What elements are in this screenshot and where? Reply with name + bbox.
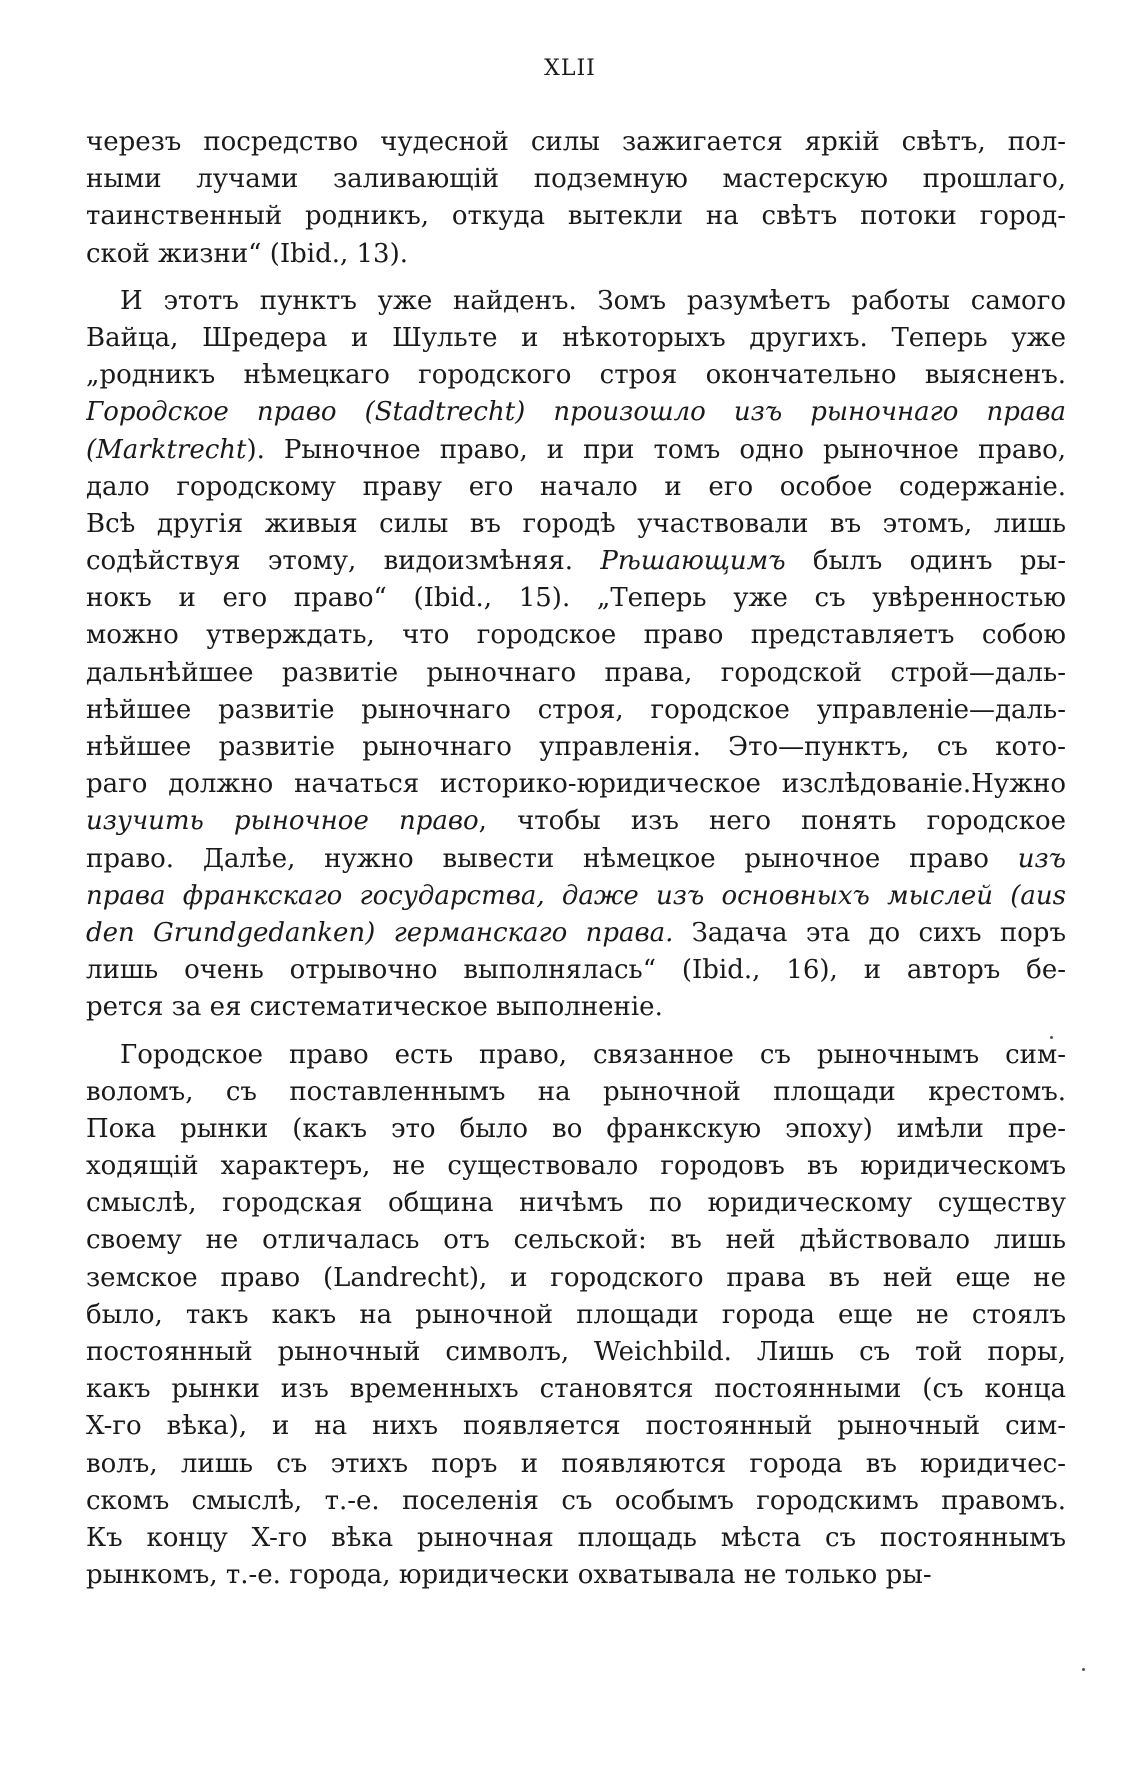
text-line <box>86 655 1066 692</box>
text-line <box>86 1074 1066 1111</box>
text-run: Вайца, Шредера и Шульте и нѣкоторыхъ другихъ. Теперь уже <box>86 322 1066 353</box>
text-run: ). Рыночное право, и при томъ одно рыночное право, <box>246 434 1066 465</box>
text-line <box>86 1557 1066 1594</box>
text-line <box>86 729 1066 766</box>
text-line <box>86 1185 1066 1222</box>
italic-text: Рѣшающимъ <box>600 546 786 577</box>
italic-text: Stadtrecht <box>374 397 516 428</box>
text-run: рынкомъ, т.-е. города, юридически охватывала не только ры- <box>86 1560 932 1591</box>
text-line <box>86 236 1066 273</box>
text-run: содѣйствуя этому, видоизмѣняя. <box>86 546 601 577</box>
text-line <box>86 952 1066 989</box>
text-line <box>86 1297 1066 1334</box>
text-line <box>86 543 1066 580</box>
italic-text: ( <box>86 434 97 465</box>
text-run: ской жизни“ (Ibid., 13). <box>86 238 409 269</box>
text-line <box>86 506 1066 543</box>
text-line <box>86 394 1066 431</box>
text-run: земское право (Landrecht), и городского права въ ней еще не <box>86 1262 1066 1293</box>
text-line <box>86 1446 1066 1483</box>
page-number: XLII <box>544 56 596 81</box>
paragraph-gap <box>86 273 1066 283</box>
text-run: нѣйшее развитіе рыночнаго строя, городское управленіе—даль- <box>86 694 1066 725</box>
text-line <box>86 161 1066 198</box>
text-line <box>86 357 1066 394</box>
text-run: рется за ея систематическое выполненіе. <box>86 992 663 1023</box>
text-run: лишь очень отрывочно выполнялась“ (Ibid., 16), и авторъ бе- <box>86 955 1066 986</box>
text-run: Къ концу X-го вѣка рыночная площадь мѣста съ постояннымъ <box>86 1522 1066 1553</box>
text-line <box>86 432 1066 469</box>
text-run: Задача эта до сихъ поръ <box>673 917 1066 948</box>
text-line <box>86 692 1066 729</box>
text-line <box>86 580 1066 617</box>
italic-text: права франкскаго государства, даже изъ основныхъ мыслей (aus <box>86 880 1066 911</box>
text-run: смыслѣ, городская община ничѣмъ по юридическому существу <box>86 1188 1066 1219</box>
text-line <box>86 283 1066 320</box>
text-line <box>86 124 1066 161</box>
text-line <box>86 803 1066 840</box>
text-run: своему не отличалась отъ сельской: въ ней дѣйствовало лишь <box>86 1225 1066 1256</box>
text-line <box>86 1260 1066 1297</box>
text-line <box>86 1148 1066 1185</box>
text-line <box>86 617 1066 654</box>
text-run: право. Далѣе, нужно вывести нѣмецкое рыночное право <box>86 843 1018 874</box>
text-line <box>86 1111 1066 1148</box>
text-line <box>86 1520 1066 1557</box>
italic-text: ) произошло изъ рыночнаго права <box>515 397 1066 428</box>
text-line <box>86 1334 1066 1371</box>
text-line <box>86 1371 1066 1408</box>
text-run: воломъ, съ поставленнымъ на рыночной площади крестомъ. <box>86 1076 1066 1107</box>
paragraph <box>86 283 1066 1027</box>
text-run: было, такъ какъ на рыночной площади города еще не стоялъ <box>86 1299 1066 1330</box>
text-run: дало городскому праву его начало и его особое содержаніе. <box>86 471 1066 502</box>
text-line <box>86 766 1066 803</box>
text-run: постоянный рыночный символъ, Weichbild. Лишь съ той поры, <box>86 1337 1066 1367</box>
text-run: ными лучами заливающій подземную мастерскую прошлаго, <box>86 164 1066 195</box>
paragraph <box>86 1037 1066 1595</box>
text-run: Пока рынки (какъ это было во франкскую эпоху) имѣли пре- <box>86 1113 1066 1144</box>
body-text <box>86 124 1066 1594</box>
text-line <box>86 1408 1066 1445</box>
text-run: скомъ смыслѣ, т.-е. поселенія съ особымъ городскимъ правомъ. <box>86 1485 1066 1516</box>
text-line <box>86 1037 1066 1074</box>
paragraph-gap <box>86 1027 1066 1037</box>
text-run: , чтобы изъ него понять городское <box>478 806 1066 837</box>
text-run: таинственный родникъ, откуда вытекли на свѣтъ потоки город- <box>86 201 1066 232</box>
italic-text: Городское право ( <box>86 397 375 428</box>
text-line <box>86 915 1066 952</box>
text-line <box>86 1222 1066 1259</box>
text-line <box>86 989 1066 1026</box>
italic-text: изъ <box>1017 843 1066 874</box>
paragraph <box>86 124 1066 273</box>
italic-text: изучить рыночное право <box>86 806 479 837</box>
text-run: Всѣ другія живыя силы въ городѣ участвовали въ этомъ, лишь <box>86 508 1066 539</box>
text-line <box>86 198 1066 235</box>
text-line <box>86 878 1066 915</box>
text-run: какъ рынки изъ временныхъ становятся постоянными (съ конца <box>86 1374 1066 1405</box>
text-run: нѣйшее развитіе рыночнаго управленія. Это—пунктъ, съ кото- <box>86 732 1066 762</box>
text-run: нокъ и его право“ (Ibid., 15). „Теперь уже съ увѣренностью <box>86 583 1066 614</box>
text-run: раго должно начаться историко-юридическое изслѣдованіе.Нужно <box>86 769 1066 800</box>
italic-text: den Grundgedanken) германскаго права. <box>86 917 674 948</box>
text-run: Городское право есть право, связанное съ рыночнымъ сим- <box>120 1039 1066 1070</box>
text-run: ходящій характеръ, не существовало городовъ въ юридическомъ <box>86 1151 1066 1182</box>
ink-speck <box>1082 1668 1085 1671</box>
text-line <box>86 469 1066 506</box>
italic-text: Marktrecht <box>96 434 247 465</box>
text-run: волъ, лишь съ этихъ поръ и появляются города въ юридичес- <box>86 1448 1066 1479</box>
text-run: черезъ посредство чудесной силы зажигается яркій свѣтъ, пол- <box>86 127 1066 157</box>
text-line <box>86 320 1066 357</box>
text-run: дальнѣйшее развитіе рыночнаго права, городской строй—даль- <box>86 657 1066 688</box>
text-run: И этотъ пунктъ уже найденъ. Зомъ разумѣетъ работы самого <box>120 285 1066 316</box>
ink-speck <box>1050 1036 1053 1039</box>
text-line <box>86 1483 1066 1520</box>
text-run: „родникъ нѣмецкаго городского строя окончательно выясненъ. <box>86 360 1066 391</box>
text-run: можно утверждать, что городское право представляетъ собою <box>86 620 1066 651</box>
text-line <box>86 841 1066 878</box>
text-run: X-го вѣка), и на нихъ появляется постоянный рыночный сим- <box>86 1411 1066 1442</box>
text-run: былъ одинъ ры- <box>785 546 1066 577</box>
